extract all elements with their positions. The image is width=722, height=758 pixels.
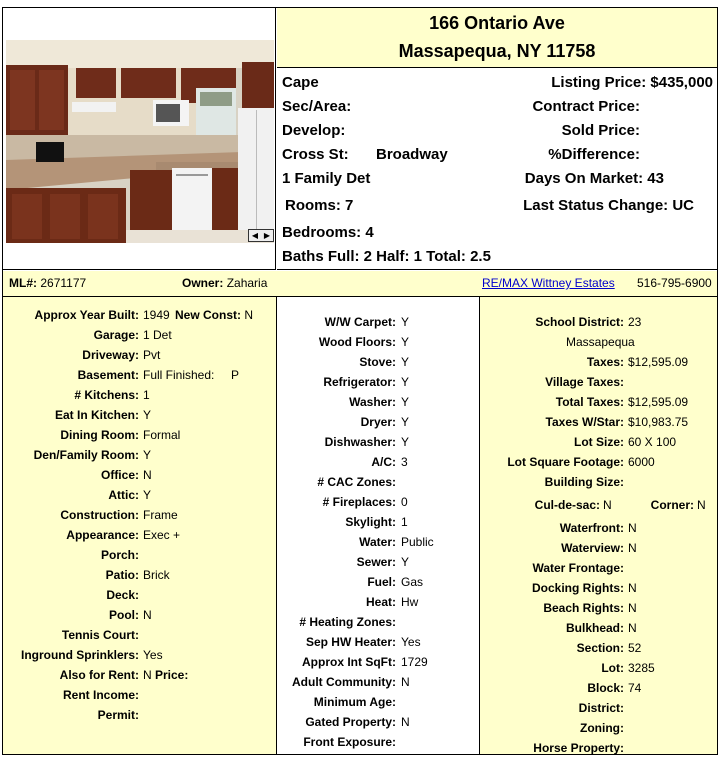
detail-row (277, 552, 479, 572)
detail-extra-value: P (231, 368, 240, 382)
detail-value: N (143, 468, 152, 482)
detail-value: 1729 (401, 655, 428, 669)
detail-label: Skylight: (345, 515, 396, 529)
listing-sheet (2, 7, 718, 755)
detail-value: Y (401, 435, 410, 449)
detail-row (3, 425, 276, 445)
school-district-label: School District: (535, 315, 624, 329)
detail-label: Porch: (100, 548, 139, 562)
detail-label: Refrigerator: (323, 375, 396, 389)
detail-row (277, 332, 479, 352)
detail-label: Building Size: (544, 475, 624, 489)
address-block (277, 8, 717, 68)
detail-row (480, 372, 717, 392)
photo-cell (3, 8, 276, 270)
corner-value: N (697, 498, 706, 512)
next-photo-icon[interactable]: ▶ (263, 230, 271, 240)
detail-row (3, 585, 276, 605)
culdesac-corner-row (480, 495, 717, 515)
detail-label: District: (578, 701, 624, 715)
baths: Baths Full: 2 Half: 1 Total: 2.5 (282, 248, 491, 265)
detail-value: Y (143, 408, 152, 422)
ml-label: ML#: (9, 276, 37, 290)
pct-difference: %Difference: (548, 146, 640, 163)
address-city: Massapequa, NY 11758 (398, 41, 596, 61)
detail-row (480, 578, 717, 598)
detail-value: Y (401, 555, 410, 569)
detail-label: Total Taxes: (555, 395, 624, 409)
detail-label: Horse Property: (533, 741, 624, 755)
detail-label: Block: (587, 681, 624, 695)
style-value: Cape (282, 74, 319, 91)
detail-label: W/W Carpet: (324, 315, 396, 329)
detail-value: Frame (143, 508, 178, 522)
detail-row (277, 692, 479, 712)
detail-label: Adult Community: (292, 675, 396, 689)
detail-value: Y (401, 335, 410, 349)
detail-label: Beach Rights: (543, 601, 624, 615)
detail-value: 52 (628, 641, 642, 655)
detail-label: Gated Property: (305, 715, 396, 729)
detail-value: 3285 (628, 661, 655, 675)
detail-row (3, 445, 276, 465)
detail-value: Brick (143, 568, 170, 582)
detail-label: Lot Size: (574, 435, 624, 449)
detail-value: Pvt (143, 348, 161, 362)
detail-row (480, 598, 717, 618)
culdesac-label: Cul-de-sac: (534, 498, 600, 512)
detail-value: Formal (143, 428, 181, 442)
prev-photo-icon[interactable]: ◀ (251, 230, 259, 240)
detail-value: Exec + (143, 528, 181, 542)
detail-row (480, 538, 717, 558)
school-district-value: 23 (628, 315, 642, 329)
detail-value: 3 (401, 455, 408, 469)
detail-row (480, 678, 717, 698)
detail-label: Section: (576, 641, 624, 655)
detail-label: Taxes W/Star: (545, 415, 624, 429)
school-district-row (480, 312, 717, 332)
detail-label: # Heating Zones: (299, 615, 396, 629)
detail-value: Public (401, 535, 434, 549)
detail-row (3, 385, 276, 405)
kitchen-photo (6, 40, 274, 243)
detail-value: 1949 (143, 308, 170, 322)
detail-value: 1 (143, 388, 150, 402)
detail-label: Den/Family Room: (33, 448, 139, 462)
detail-label: Construction: (60, 508, 139, 522)
owner-label: Owner: (182, 276, 224, 290)
detail-label: Water Frontage: (532, 561, 624, 575)
family-type: 1 Family Det (282, 170, 371, 187)
detail-row (480, 472, 717, 492)
detail-label: A/C: (371, 455, 396, 469)
detail-value: N (401, 715, 410, 729)
detail-value: 6000 (628, 455, 655, 469)
detail-label: Bulkhead: (565, 621, 624, 635)
detail-row (3, 665, 276, 685)
detail-row (3, 685, 276, 705)
detail-row (277, 652, 479, 672)
detail-value: Y (401, 415, 410, 429)
detail-row (3, 545, 276, 565)
ml-value: 2671177 (40, 276, 87, 290)
detail-extra (231, 365, 239, 385)
detail-value: Y (143, 448, 152, 462)
detail-value: Y (401, 375, 410, 389)
detail-label: Inground Sprinklers: (20, 648, 139, 662)
detail-label: Tennis Court: (61, 628, 139, 642)
corner-label: Corner: (650, 498, 694, 512)
detail-label: Lot Square Footage: (507, 455, 624, 469)
detail-row (480, 518, 717, 538)
detail-row (480, 352, 717, 372)
detail-extra (155, 665, 188, 685)
detail-value: Yes (401, 635, 421, 649)
kitchen-photo-image (6, 40, 274, 243)
detail-value: Gas (401, 575, 424, 589)
detail-row (3, 305, 276, 325)
detail-value: 1 Det (143, 328, 172, 342)
detail-row (480, 618, 717, 638)
detail-label: Basement: (77, 368, 139, 382)
detail-value: N (628, 581, 637, 595)
detail-row (480, 658, 717, 678)
detail-row (277, 372, 479, 392)
detail-extra-label: New Const: (175, 308, 241, 322)
listing-price: Listing Price: $435,000 (551, 74, 713, 91)
detail-label: Taxes: (586, 355, 624, 369)
photo-nav (248, 229, 274, 242)
detail-label: Water: (359, 535, 396, 549)
detail-row (480, 638, 717, 658)
ml-number (9, 276, 86, 290)
detail-row (277, 532, 479, 552)
detail-row (480, 558, 717, 578)
detail-row (277, 452, 479, 472)
detail-label: Also for Rent: (59, 668, 139, 682)
detail-label: Sep HW Heater: (305, 635, 396, 649)
days-on-market: Days On Market: 43 (524, 170, 664, 187)
detail-row (3, 365, 276, 385)
detail-extra-label: Price: (155, 668, 189, 682)
detail-row (277, 312, 479, 332)
detail-label: Office: (100, 468, 139, 482)
detail-value: Hw (401, 595, 419, 609)
detail-label: Permit: (97, 708, 139, 722)
detail-row (3, 565, 276, 585)
detail-value: N (401, 675, 410, 689)
detail-label: # Fireplaces: (322, 495, 396, 509)
detail-row (3, 605, 276, 625)
detail-value: $12,595.09 (628, 395, 689, 409)
detail-label: Heat: (365, 595, 396, 609)
detail-label: Eat In Kitchen: (54, 408, 139, 422)
detail-value: Y (401, 355, 410, 369)
detail-extra (175, 305, 253, 325)
school-district-name: Massapequa (566, 335, 635, 349)
detail-label: Waterview: (561, 541, 624, 555)
detail-value: Y (401, 395, 410, 409)
detail-label: Minimum Age: (313, 695, 396, 709)
detail-row (277, 672, 479, 692)
detail-row (3, 345, 276, 365)
sold-price: Sold Price: (561, 122, 640, 139)
detail-label: Village Taxes: (545, 375, 624, 389)
detail-row (277, 432, 479, 452)
rooms: Rooms: 7 (285, 197, 354, 214)
detail-row (277, 572, 479, 592)
detail-row (277, 612, 479, 632)
details-column-3 (480, 297, 717, 754)
detail-label: # Kitchens: (74, 388, 139, 402)
detail-value: 60 X 100 (628, 435, 677, 449)
detail-row (277, 712, 479, 732)
detail-row (480, 412, 717, 432)
cross-st-label: Cross St: (282, 146, 349, 163)
address-street: 166 Ontario Ave (429, 13, 565, 33)
detail-label: Pool: (109, 608, 139, 622)
detail-label: Rent Income: (62, 688, 139, 702)
detail-row (3, 525, 276, 545)
detail-row (3, 485, 276, 505)
detail-label: Approx Year Built: (34, 308, 139, 322)
detail-label: Stove: (359, 355, 396, 369)
develop-label: Develop: (282, 122, 346, 139)
ml-row (3, 271, 717, 297)
cross-st-value: Broadway (376, 146, 448, 163)
detail-row (277, 632, 479, 652)
detail-label: # CAC Zones: (317, 475, 396, 489)
detail-extra-value: N (244, 308, 254, 322)
detail-label: Approx Int SqFt: (302, 655, 396, 669)
detail-label: Dishwasher: (324, 435, 396, 449)
detail-row (277, 392, 479, 412)
detail-label: Patio: (105, 568, 139, 582)
detail-row (277, 732, 479, 752)
detail-row (3, 325, 276, 345)
detail-label: Front Exposure: (303, 735, 396, 749)
detail-label: Sewer: (356, 555, 396, 569)
detail-row (277, 512, 479, 532)
detail-row (480, 452, 717, 472)
broker-link[interactable]: RE/MAX Wittney Estates (482, 276, 615, 290)
detail-value: N (628, 621, 637, 635)
detail-row (3, 645, 276, 665)
detail-row (480, 392, 717, 412)
detail-row (480, 432, 717, 452)
detail-label: Zoning: (580, 721, 624, 735)
detail-label: Garage: (93, 328, 139, 342)
detail-row (277, 472, 479, 492)
detail-value: Yes (143, 648, 163, 662)
detail-label: Lot: (601, 661, 624, 675)
owner-value: Zaharia (226, 276, 268, 290)
detail-value: N (628, 541, 637, 555)
detail-row (480, 738, 717, 758)
detail-value: N (628, 601, 637, 615)
detail-label: Wood Floors: (318, 335, 396, 349)
detail-row (3, 625, 276, 645)
detail-value: Y (143, 488, 152, 502)
detail-label: Deck: (106, 588, 139, 602)
details-column-2 (277, 297, 480, 754)
broker-phone: 516-795-6900 (637, 276, 712, 290)
detail-label: Attic: (108, 488, 139, 502)
detail-value: 0 (401, 495, 408, 509)
detail-value: N (628, 521, 637, 535)
detail-label: Waterfront: (559, 521, 624, 535)
detail-row (277, 352, 479, 372)
detail-row (3, 505, 276, 525)
detail-row (277, 412, 479, 432)
detail-row (277, 592, 479, 612)
detail-label: Dining Room: (60, 428, 139, 442)
detail-value: 1 (401, 515, 408, 529)
culdesac-value: N (603, 498, 612, 512)
detail-value: $12,595.09 (628, 355, 689, 369)
detail-label: Dryer: (360, 415, 396, 429)
detail-value: Full Finished: (143, 368, 215, 382)
detail-label: Appearance: (66, 528, 139, 542)
detail-row (480, 698, 717, 718)
detail-value: 74 (628, 681, 642, 695)
details-column-1 (3, 297, 277, 754)
detail-label: Fuel: (367, 575, 396, 589)
summary-cell (277, 8, 717, 270)
detail-row (3, 465, 276, 485)
detail-value: $10,983.75 (628, 415, 689, 429)
bedrooms: Bedrooms: 4 (282, 224, 374, 241)
detail-row (480, 718, 717, 738)
detail-value: N (143, 608, 152, 622)
detail-label: Driveway: (82, 348, 139, 362)
contract-price: Contract Price: (532, 98, 640, 115)
owner (182, 276, 267, 290)
detail-row (277, 492, 479, 512)
detail-value: N (143, 668, 152, 682)
sec-area-label: Sec/Area: (282, 98, 352, 115)
detail-label: Washer: (349, 395, 396, 409)
detail-row (3, 705, 276, 725)
detail-value: Y (401, 315, 410, 329)
last-status-change: Last Status Change: UC (523, 197, 694, 214)
detail-row (3, 405, 276, 425)
detail-label: Docking Rights: (532, 581, 624, 595)
